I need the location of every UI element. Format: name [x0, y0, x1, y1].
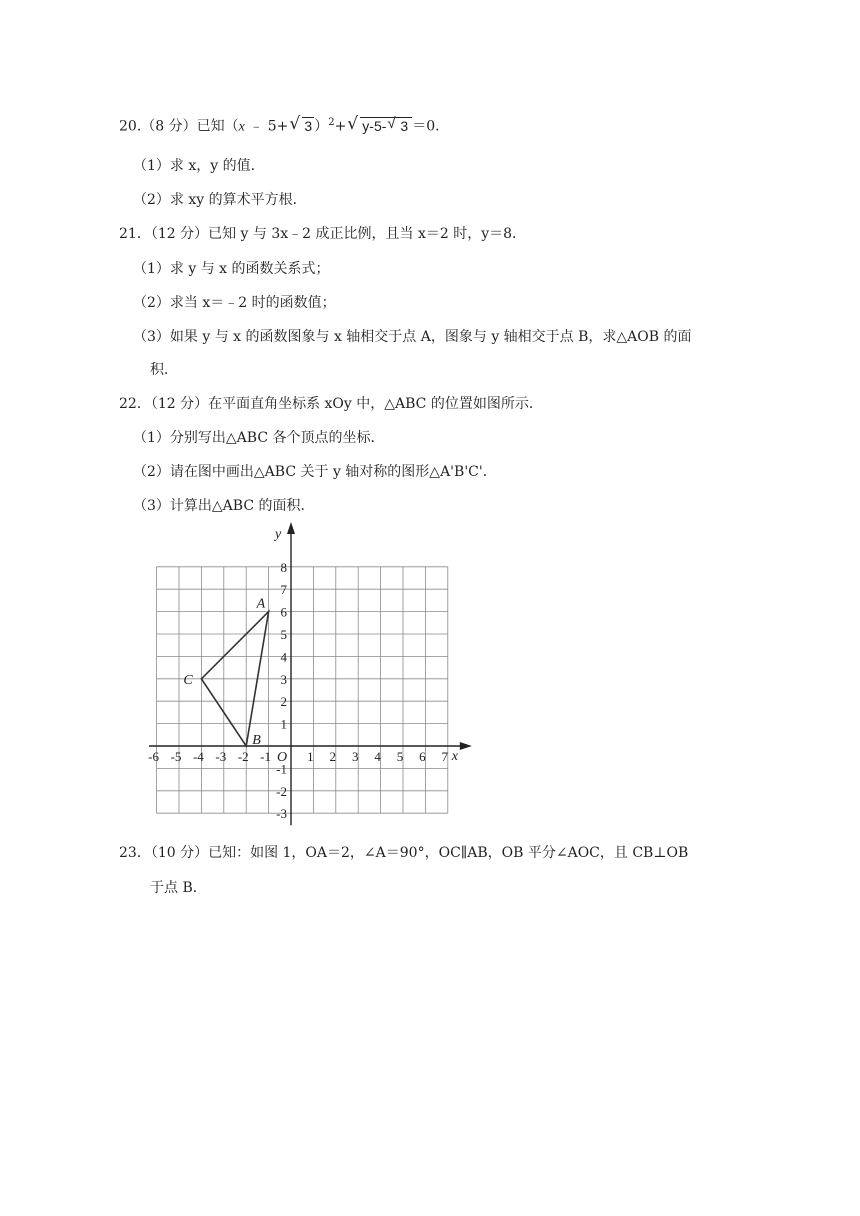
x-tick-label: 3 [351, 749, 359, 764]
q22-part2: （2）请在图中画出△ABC 关于 y 轴对称的图形△A'B'C'． [133, 464, 497, 480]
x-tick-label: 4 [374, 749, 381, 764]
q22-part3: （3）计算出△ABC 的面积． [133, 498, 315, 514]
y-tick-label: 5 [280, 627, 287, 642]
q21-part3: （3）如果 y 与 x 的函数图象与 x 轴相交于点 A，图象与 y 轴相交于点 B，求△AOB 的面 [133, 329, 692, 345]
x-tick-label: -5 [170, 749, 182, 764]
vertex-label-b: B [252, 733, 261, 748]
x-tick-label: 2 [329, 749, 337, 764]
x-tick-label: 5 [396, 749, 404, 764]
sqrt-3: √ 3 [289, 113, 313, 134]
x-tick-label: -6 [148, 749, 160, 764]
q23-stem-cont: 于点 B． [150, 880, 207, 896]
sqrt-expression: √ y-5- √ 3 [347, 116, 412, 137]
x-tick-label: -2 [237, 749, 249, 764]
x-tick-label: -3 [215, 749, 227, 764]
x-axis-label: x [451, 749, 459, 764]
vertex-label-c: C [183, 672, 193, 688]
axes [149, 522, 472, 825]
y-tick-label: 6 [280, 604, 287, 620]
y-tick-label: 4 [280, 649, 287, 665]
y-tick-label: 2 [280, 694, 287, 710]
q23-stem: 23．（10 分）已知：如图 1，OA＝2，∠A＝90°，OC∥AB，OB 平分∠AOC，且 CB⊥OB [119, 845, 689, 861]
y-tick-label: -2 [276, 783, 287, 799]
y-axis-label: y [275, 527, 282, 542]
q22-part1: （1）分别写出△ABC 各个顶点的坐标． [133, 430, 385, 446]
q20-stem: 20.（8 分）已知（x ﹣ 5+ √ 3 ）$^2$+ √ y-5- √ 3 ＝0． [119, 113, 450, 135]
q22-stem: 22．（12 分）在平面直角坐标系 xOy 中，△ABC 的位置如图所示． [119, 396, 543, 412]
q20-part1: （1）求 x，y 的值． [133, 158, 265, 174]
grid [157, 567, 448, 813]
q21-part3-cont: 积． [150, 362, 178, 378]
y-tick-label: 1 [280, 716, 287, 732]
q20-part2: （2）求 xy 的算术平方根． [133, 192, 307, 208]
coordinate-graph [146, 520, 476, 840]
y-tick-label: 3 [280, 671, 287, 687]
tick-labels [148, 560, 448, 821]
x-tick-label: 1 [307, 749, 314, 764]
origin-label: O [277, 750, 288, 765]
x-tick-label: 6 [419, 749, 426, 764]
y-tick-label: 7 [280, 582, 287, 598]
x-axis-arrow-icon [460, 742, 472, 750]
q21-part2: （2）求当 x＝﹣2 时的函数值； [133, 295, 336, 311]
y-tick-label: -1 [276, 761, 287, 777]
x-tick-label: -1 [260, 749, 272, 764]
q21-stem: 21．（12 分）已知 y 与 3x﹣2 成正比例，且当 x＝2 时，y＝8． [119, 226, 527, 242]
vertex-label-a: A [256, 596, 266, 612]
triangle-abc [183, 597, 268, 748]
x-tick-label: 7 [441, 749, 449, 764]
y-tick-label: -3 [276, 806, 287, 822]
y-axis-arrow-icon [287, 522, 295, 534]
q21-part1: （1）求 y 与 x 的函数关系式； [133, 261, 330, 277]
y-tick-label: 8 [280, 559, 287, 575]
x-tick-label: -4 [192, 749, 204, 764]
